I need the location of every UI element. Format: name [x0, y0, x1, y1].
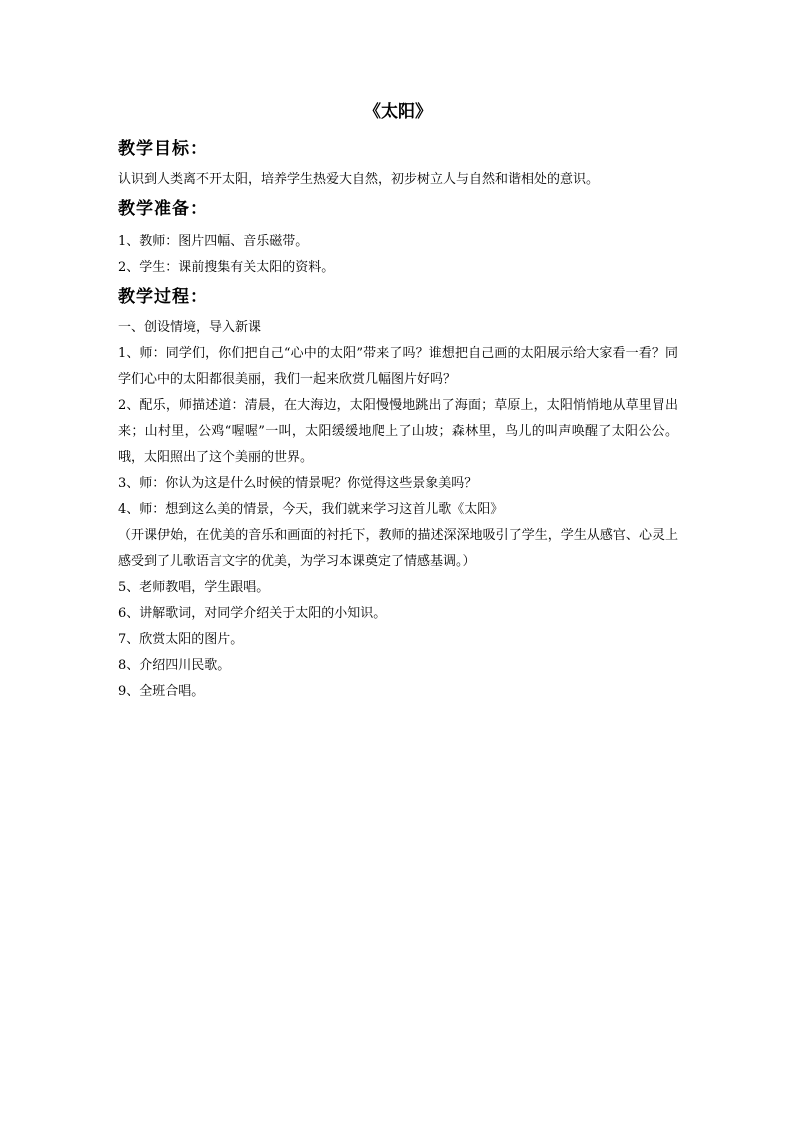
section-heading-prep: 教学准备： — [118, 199, 208, 219]
process-step-4: 4、师：想到这么美的情景，今天，我们就来学习这首儿歌《太阳》 — [118, 502, 504, 517]
process-step-9: 9、全班合唱。 — [118, 684, 205, 699]
section-heading-process: 教学过程： — [118, 287, 208, 307]
process-step-intro: 一、创设情境，导入新课 — [118, 320, 262, 335]
prep-item-student: 2、学生：课前搜集有关太阳的资料。 — [118, 260, 335, 275]
goal-paragraph: 认识到人类离不开太阳，培养学生热爱大自然，初步树立人与自然和谐相处的意识。 — [118, 172, 600, 187]
process-step-1: 1、师：同学们，你们把自己“心中的太阳”带来了吗？谁想把自己画的太阳展示给大家看一看？同学们心中的太阳都很美丽，我们一起来欣赏几幅图片好吗？ — [118, 346, 678, 387]
process-step-2: 2、配乐，师描述道：清晨，在大海边，太阳慢慢地跳出了海面；草原上，太阳悄悄地从草里冒出来；山村里，公鸡“喔喔”一叫，太阳缓缓地爬上了山坡；森林里，鸟儿的叫声唤醒了太阳公公。哦，太阳照出了这个美丽的世界。 — [118, 398, 678, 465]
process-step-8: 8、介绍四川民歌。 — [118, 658, 231, 673]
process-step-6: 6、讲解歌词，对同学介绍关于太阳的小知识。 — [118, 606, 387, 621]
prep-item-teacher: 1、教师：图片四幅、音乐磁带。 — [118, 234, 309, 249]
section-heading-goal: 教学目标： — [118, 139, 208, 159]
process-note: （开课伊始，在优美的音乐和画面的衬托下，教师的描述深深地吸引了学生，学生从感官、心灵上感受到了儿歌语言文字的优美，为学习本课奠定了情感基调。） — [118, 528, 678, 569]
process-step-3: 3、师：你认为这是什么时候的情景呢？你觉得这些景象美吗？ — [118, 476, 478, 491]
process-step-7: 7、欣赏太阳的图片。 — [118, 632, 244, 647]
document-title: 《太阳》 — [364, 102, 432, 122]
process-step-5: 5、老师教唱，学生跟唱。 — [118, 580, 270, 595]
